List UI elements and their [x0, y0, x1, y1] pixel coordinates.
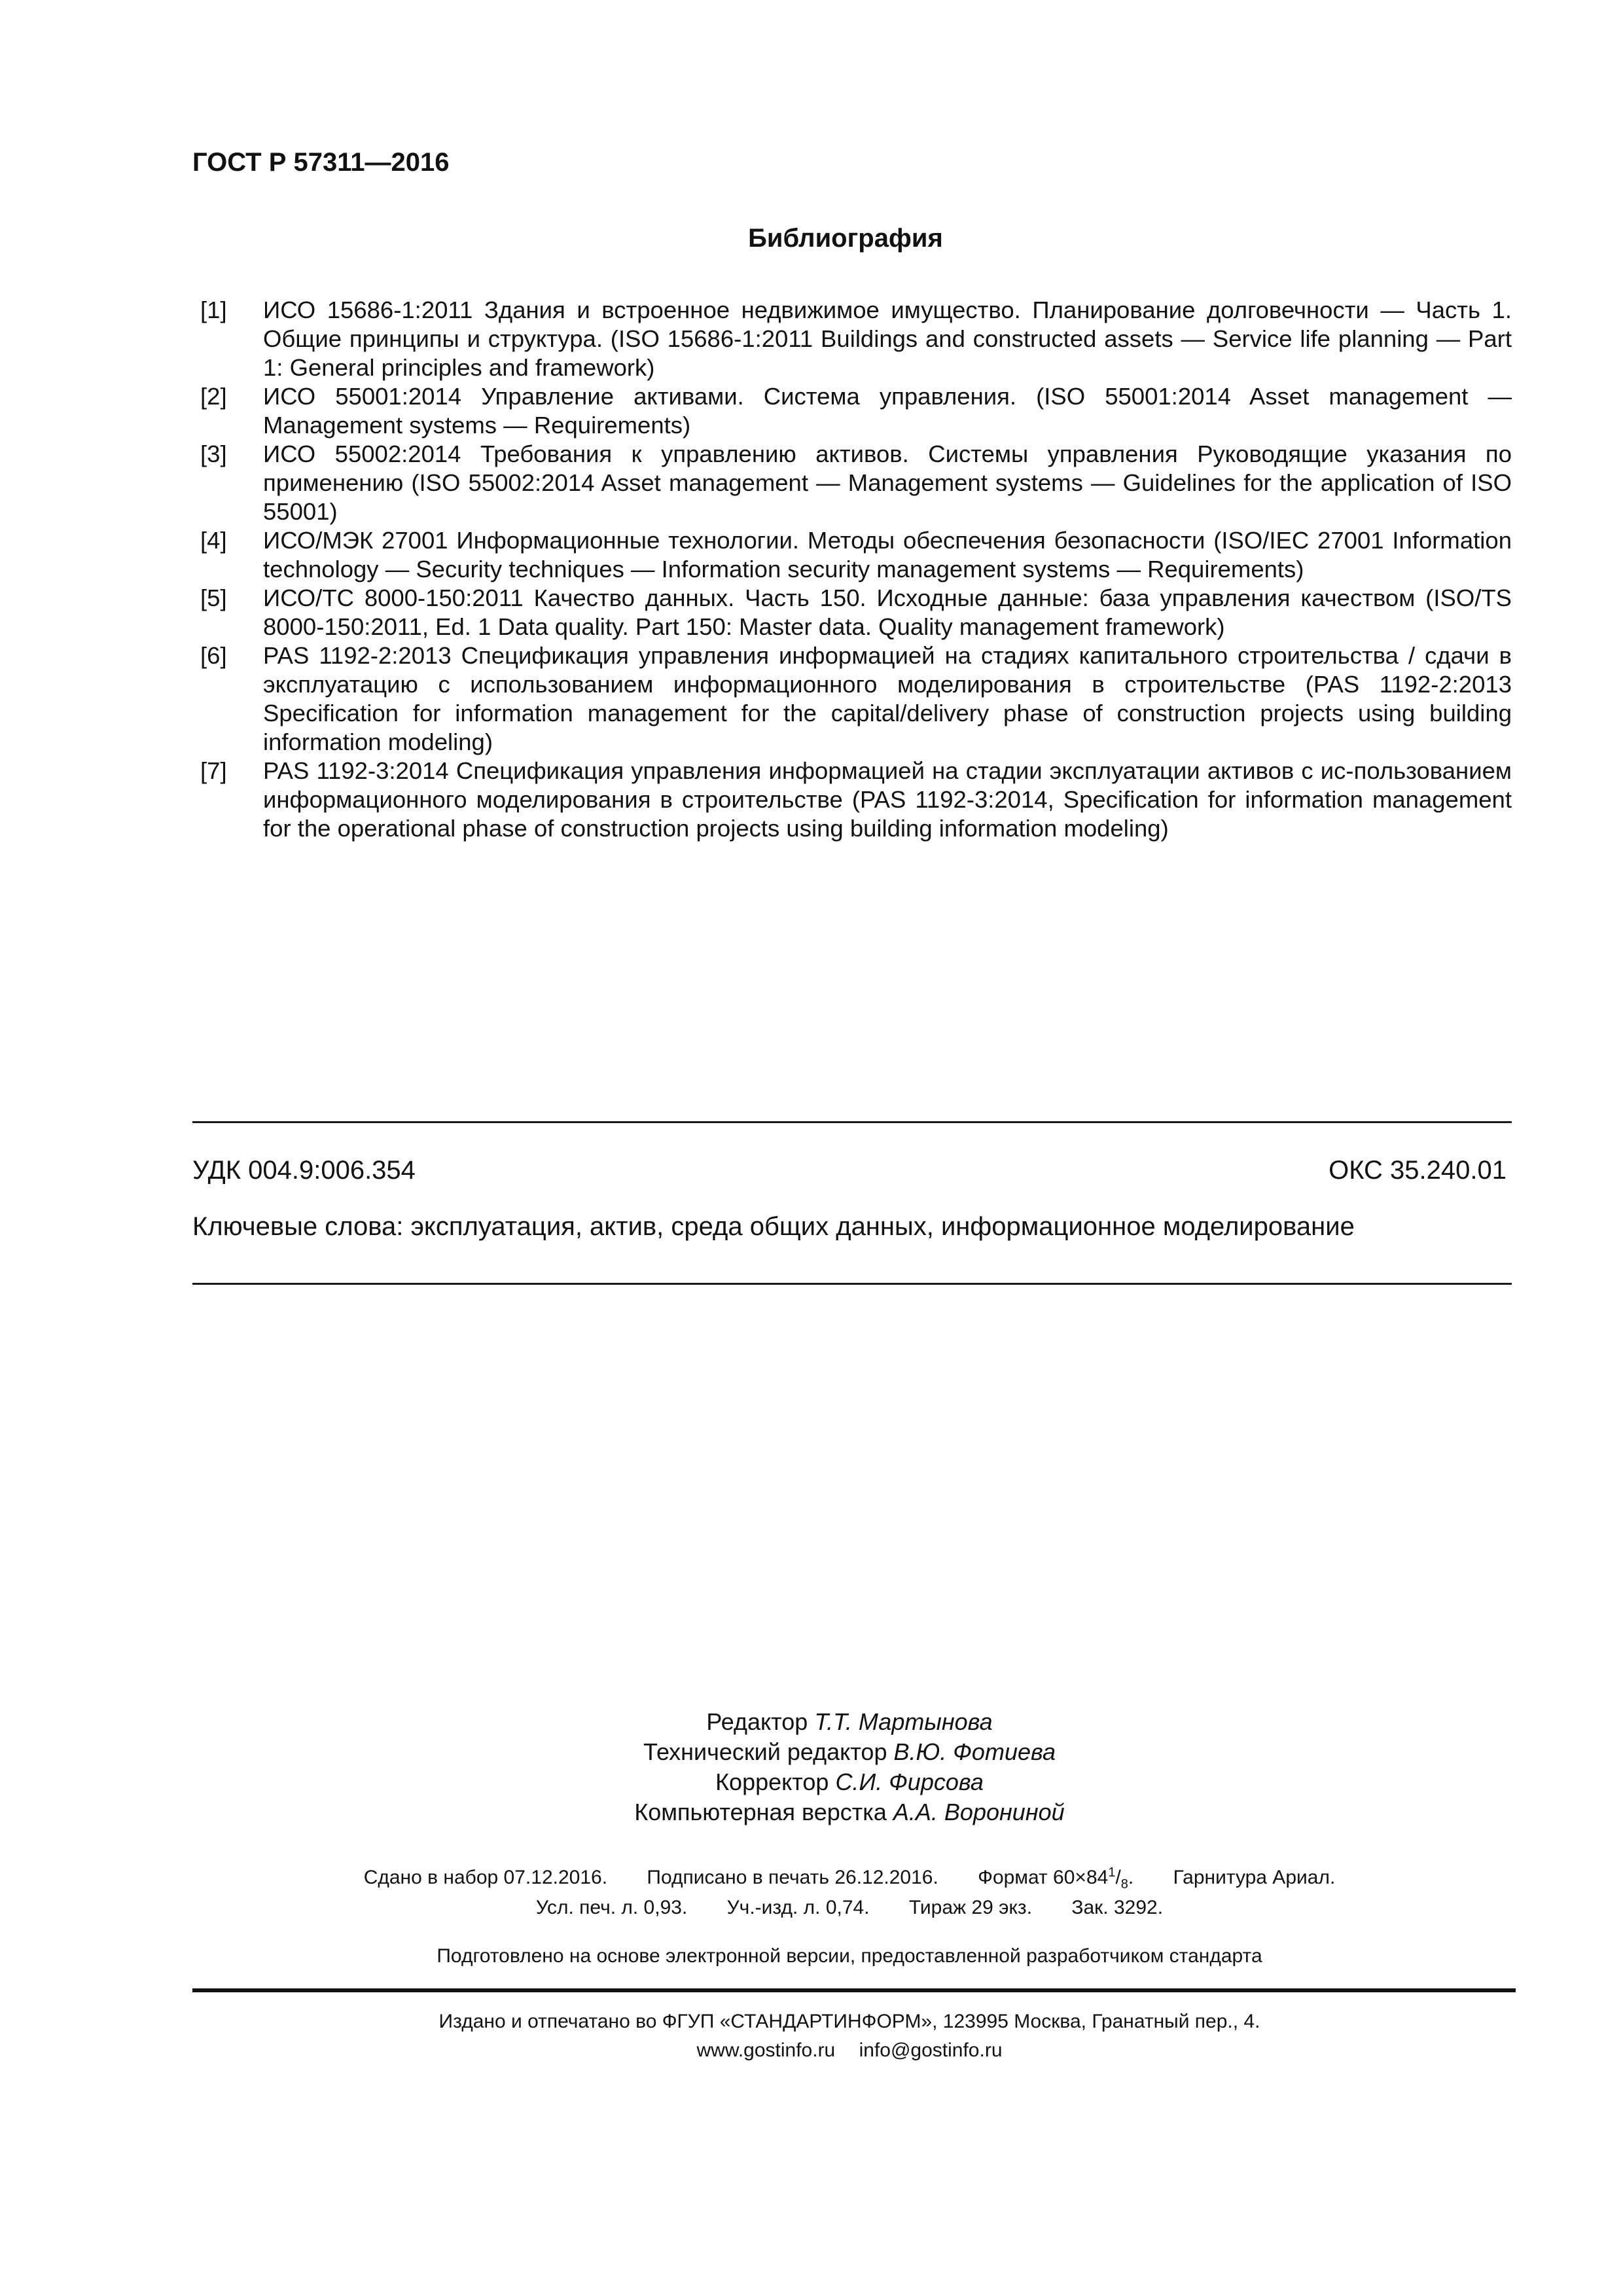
credits-block	[0, 1707, 1623, 1827]
bibliography-list	[200, 296, 1512, 843]
format-numerator: 1	[1108, 1865, 1116, 1880]
credit-name: С.И. Фирсова	[835, 1768, 984, 1795]
bibliography-entry-number: [1]	[200, 296, 227, 323]
bibliography-entry-text: ИСО 55001:2014 Управление активами. Система управления. (ISO 55001:2014 Asset management — Management systems — Requirements)	[263, 383, 1512, 439]
keywords: Ключевые слова: эксплуатация, актив, среда общих данных, информационное моделирование	[192, 1212, 1355, 1241]
publisher-info: Издано и отпечатано во ФГУП «СТАНДАРТИНФОРМ», 123995 Москва, Гранатный пер., 4.	[438, 2011, 1260, 2032]
credit-label: Технический редактор	[643, 1738, 887, 1765]
credit-tech-editor	[0, 1737, 1623, 1767]
credit-name: В.Ю. Фотиева	[893, 1738, 1056, 1765]
signed-date: Подписано в печать 26.12.2016.	[647, 1867, 938, 1888]
document-number: ГОСТ Р 57311—2016	[192, 148, 450, 177]
print-sheets: Усл. печ. л. 0,93.	[535, 1897, 688, 1918]
credit-name: Т.Т. Мартынова	[814, 1708, 993, 1735]
publication-line-1	[0, 1865, 1623, 1892]
email-link[interactable]: info@gostinfo.ru	[859, 2039, 1003, 2061]
divider-top	[192, 1121, 1512, 1123]
credit-label: Компьютерная верстка	[634, 1799, 887, 1825]
credit-corrector	[0, 1767, 1623, 1797]
bibliography-entry	[200, 526, 1512, 584]
circulation: Тираж 29 экз.	[908, 1897, 1033, 1918]
typeface: Гарнитура Ариал.	[1173, 1867, 1336, 1888]
bibliography-entry-text: ИСО 55002:2014 Требования к управлению активов. Системы управления Руководящие указания по применению (ISO 55002:2014 Asset management — Management systems — Guidelines for the application of ISO 55001)	[263, 440, 1512, 525]
bibliography-entry-number: [4]	[200, 527, 227, 554]
oks-code: ОКС 35.240.01	[1329, 1156, 1507, 1185]
format-suffix: .	[1128, 1867, 1134, 1888]
credit-layout	[0, 1797, 1623, 1827]
bibliography-entry-number: [7]	[200, 757, 227, 784]
credit-editor	[0, 1707, 1623, 1737]
bibliography-entry	[200, 641, 1512, 757]
order-number: Зак. 3292.	[1071, 1897, 1164, 1918]
format-prefix: Формат 60×84	[978, 1867, 1109, 1888]
bibliography-entry	[200, 757, 1512, 843]
publisher-sheets: Уч.-изд. л. 0,74.	[726, 1897, 870, 1918]
bibliography-entry	[200, 382, 1512, 440]
bibliography-title: Библиография	[748, 224, 943, 253]
submitted-date: Сдано в набор 07.12.2016.	[363, 1867, 608, 1888]
credit-label: Редактор	[706, 1708, 808, 1735]
bibliography-entry-number: [6]	[200, 642, 227, 669]
udk-code: УДК 004.9:006.354	[192, 1156, 416, 1185]
credit-label: Корректор	[715, 1768, 829, 1795]
bibliography-entry-text: ИСО/ТС 8000-150:2011 Качество данных. Часть 150. Исходные данные: база управления качеством (ISO/TS 8000-150:2011, Ed. 1 Data quality. Part 150: Master data. Quality management framework)	[263, 584, 1512, 640]
bibliography-entry-number: [5]	[200, 584, 227, 611]
credit-name: А.А. Ворониной	[893, 1799, 1065, 1825]
bibliography-entry	[200, 296, 1512, 382]
publisher-contacts	[0, 2039, 1623, 2062]
website-link[interactable]: www.gostinfo.ru	[696, 2039, 836, 2061]
bibliography-entry	[200, 440, 1512, 526]
bibliography-entry-number: [2]	[200, 383, 227, 410]
bibliography-entry-text: ИСО/МЭК 27001 Информационные технологии. Методы обеспечения безопасности (ISO/IEC 27001 Information technology — Security techniques — Information security management systems — Requirements)	[263, 527, 1512, 583]
paper-format	[978, 1865, 1133, 1892]
bibliography-entry-text: PAS 1192-2:2013 Спецификация управления информацией на стадиях капитального строительства / сдачи в эксплуатацию с использованием информационного моделирования в строительстве (PAS 1192-2:2013 Specification for information management for the capital/delivery phase of construction projects using building information modeling)	[263, 642, 1512, 755]
bibliography-entry-text: ИСО 15686-1:2011 Здания и встроенное недвижимое имущество. Планирование долговечности — Часть 1. Общие принципы и структура. (ISO 15686-1:2011 Buildings and constructed assets — Service life planning — Part 1: General principles and framework)	[263, 296, 1512, 381]
divider-bottom	[192, 1283, 1512, 1285]
format-separator: /	[1115, 1867, 1121, 1888]
publication-line-2	[0, 1897, 1623, 1919]
format-denominator: 8	[1120, 1877, 1128, 1892]
bibliography-entry-number: [3]	[200, 440, 227, 467]
prepared-note: Подготовлено на основе электронной версии, предоставленной разработчиком стандарта	[437, 1945, 1262, 1967]
divider-publisher	[192, 1988, 1516, 1992]
bibliography-entry-text: PAS 1192-3:2014 Спецификация управления информацией на стадии эксплуатации активов с ис-пользованием информационного моделирования в строительстве (PAS 1192-3:2014, Specification for information management for the operational phase of construction projects using building information modeling)	[263, 757, 1512, 842]
bibliography-entry	[200, 584, 1512, 641]
